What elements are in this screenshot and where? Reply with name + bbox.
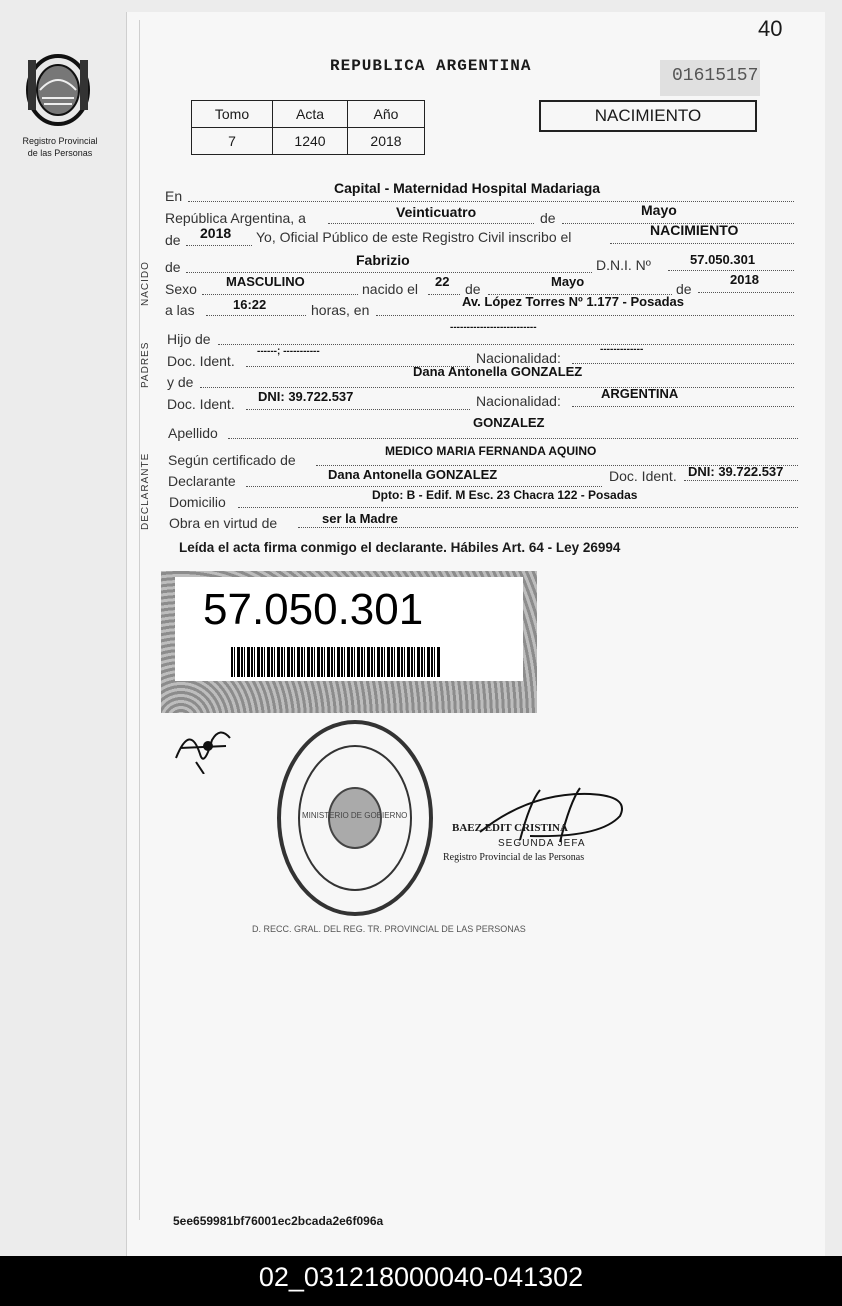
side-label-padres: PADRES <box>140 341 151 388</box>
value-hora: 16:22 <box>233 297 267 312</box>
value-mes: Mayo <box>641 202 677 218</box>
value-anio: 2018 <box>200 225 232 241</box>
dotted-line <box>228 438 798 439</box>
table-header: Acta <box>273 101 348 128</box>
scribble-signature <box>170 718 236 779</box>
value-apellido: GONZALEZ <box>473 415 545 430</box>
dotted-line <box>186 272 592 273</box>
document-title: REPUBLICA ARGENTINA <box>330 57 532 75</box>
label-hijo-de: Hijo de <box>167 331 211 347</box>
value-certificado: MEDICO MARIA FERNANDA AQUINO <box>385 444 597 458</box>
table-header: Año <box>348 101 425 128</box>
official-seal <box>275 718 435 923</box>
seal-text: D. RECC. GRAL. DEL REG. TR. PROVINCIAL DE LAS PERSONAS <box>252 924 526 934</box>
value-anio-nac: 2018 <box>730 272 759 287</box>
label-declarante: Declarante <box>168 473 236 489</box>
dotted-line <box>328 223 534 224</box>
signature-name: BAEZ EDIT CRISTINA <box>452 822 568 834</box>
dotted-line <box>188 201 794 202</box>
dotted-line <box>246 486 602 487</box>
label-dni: D.N.I. Nº <box>596 257 651 273</box>
logo-caption-1: Registro Provincial <box>22 136 98 146</box>
serial-number: 01615157 <box>672 66 759 86</box>
dotted-line <box>218 344 794 345</box>
value-dia-nac: 22 <box>435 274 450 289</box>
label-horas-en: horas, en <box>311 302 370 318</box>
value-madre-doc: DNI: 39.722.537 <box>258 389 354 404</box>
barcode <box>231 647 441 677</box>
value-sexo: MASCULINO <box>226 274 305 289</box>
table-cell: 7 <box>192 128 273 155</box>
document-hash: 5ee659981bf76001ec2bcada2e6f096a <box>173 1214 384 1228</box>
table-cell: 1240 <box>273 128 348 155</box>
dotted-line <box>668 270 794 271</box>
value-padre-doc: ------; ----------- <box>257 346 320 357</box>
dotted-line <box>246 409 470 410</box>
dotted-line <box>186 245 252 246</box>
signature-org: Registro Provincial de las Personas <box>443 852 585 863</box>
label-de-anio-nac: de <box>676 281 692 297</box>
dotted-line <box>684 480 798 481</box>
label-doc-ident-3: Doc. Ident. <box>609 468 677 484</box>
value-lugar-nac: Av. López Torres Nº 1.177 - Posadas <box>462 294 684 309</box>
value-dni: 57.050.301 <box>690 252 756 267</box>
label-nacido-el: nacido el <box>362 281 419 297</box>
label-de-mes-nac: de <box>465 281 481 297</box>
value-lugar: Capital - Maternidad Hospital Madariaga <box>334 180 601 196</box>
dotted-line <box>206 315 306 316</box>
dotted-line <box>610 243 794 244</box>
dotted-line <box>298 527 798 528</box>
table-cell: 2018 <box>348 128 425 155</box>
logo-caption-2: de las Personas <box>27 148 93 158</box>
value-nombre: Fabrizio <box>356 252 410 268</box>
label-republica: República Argentina, a <box>165 210 306 226</box>
label-domicilio: Domicilio <box>169 494 226 510</box>
dotted-line <box>428 294 460 295</box>
label-yo: Yo, Oficial Público de este Registro Civil inscribo el <box>256 229 572 245</box>
label-doc-ident-2: Doc. Ident. <box>167 396 235 412</box>
value-mes-nac: Mayo <box>551 274 585 289</box>
value-declarante-doc: DNI: 39.722.537 <box>688 464 784 479</box>
footer-code: 02_031218000040-041302 <box>258 1262 584 1292</box>
record-type-box: NACIMIENTO <box>539 100 757 132</box>
label-nacionalidad-2: Nacionalidad: <box>476 393 561 409</box>
dni-sticker <box>161 571 537 713</box>
value-obra: ser la Madre <box>322 511 398 526</box>
value-madre-nac: ARGENTINA <box>601 386 679 401</box>
dotted-line <box>698 292 794 293</box>
label-de-nombre: de <box>165 259 181 275</box>
sticker-number: 57.050.301 <box>203 585 424 634</box>
label-sexo: Sexo <box>165 281 197 297</box>
value-tipo: NACIMIENTO <box>650 222 739 238</box>
signature-role: SEGUNDA JEFA <box>498 838 586 849</box>
label-a-las: a las <box>165 302 195 318</box>
label-de: de <box>540 210 556 226</box>
label-doc-ident: Doc. Ident. <box>167 353 235 369</box>
dotted-line <box>572 406 794 407</box>
label-segun: Según certificado de <box>168 452 296 468</box>
value-madre: Dana Antonella GONZALEZ <box>413 364 583 379</box>
dotted-line <box>238 507 798 508</box>
dotted-line <box>202 294 358 295</box>
value-padre: -------------------------- <box>450 322 537 333</box>
seal-inner-text: MINISTERIO DE GOBIERNO <box>302 811 408 820</box>
margin-line <box>139 20 140 1220</box>
value-padre-nac: ------------- <box>600 344 644 355</box>
value-dia-letras: Veinticuatro <box>396 204 477 220</box>
label-de-anio: de <box>165 232 181 248</box>
label-obra: Obra en virtud de <box>169 515 278 531</box>
side-label-nacido: NACIDO <box>140 261 151 306</box>
label-nacionalidad: Nacionalidad: <box>476 350 561 366</box>
dotted-line <box>376 315 794 316</box>
dotted-line <box>572 363 794 364</box>
table-header: Tomo <box>192 101 273 128</box>
page-number: 40 <box>758 16 783 41</box>
label-en: En <box>165 188 183 204</box>
province-logo <box>22 50 94 130</box>
side-label-declarante: DECLARANTE <box>140 452 151 530</box>
registry-table <box>191 100 425 155</box>
label-apellido: Apellido <box>168 425 218 441</box>
label-y-de: y de <box>167 374 194 390</box>
value-domicilio: Dpto: B - Edif. M Esc. 23 Chacra 122 - Posadas <box>372 488 638 502</box>
value-declarante: Dana Antonella GONZALEZ <box>328 467 498 482</box>
dotted-line <box>200 387 794 388</box>
closing-text: Leída el acta firma conmigo el declarante. Hábiles Art. 64 - Ley 26994 <box>179 540 621 555</box>
